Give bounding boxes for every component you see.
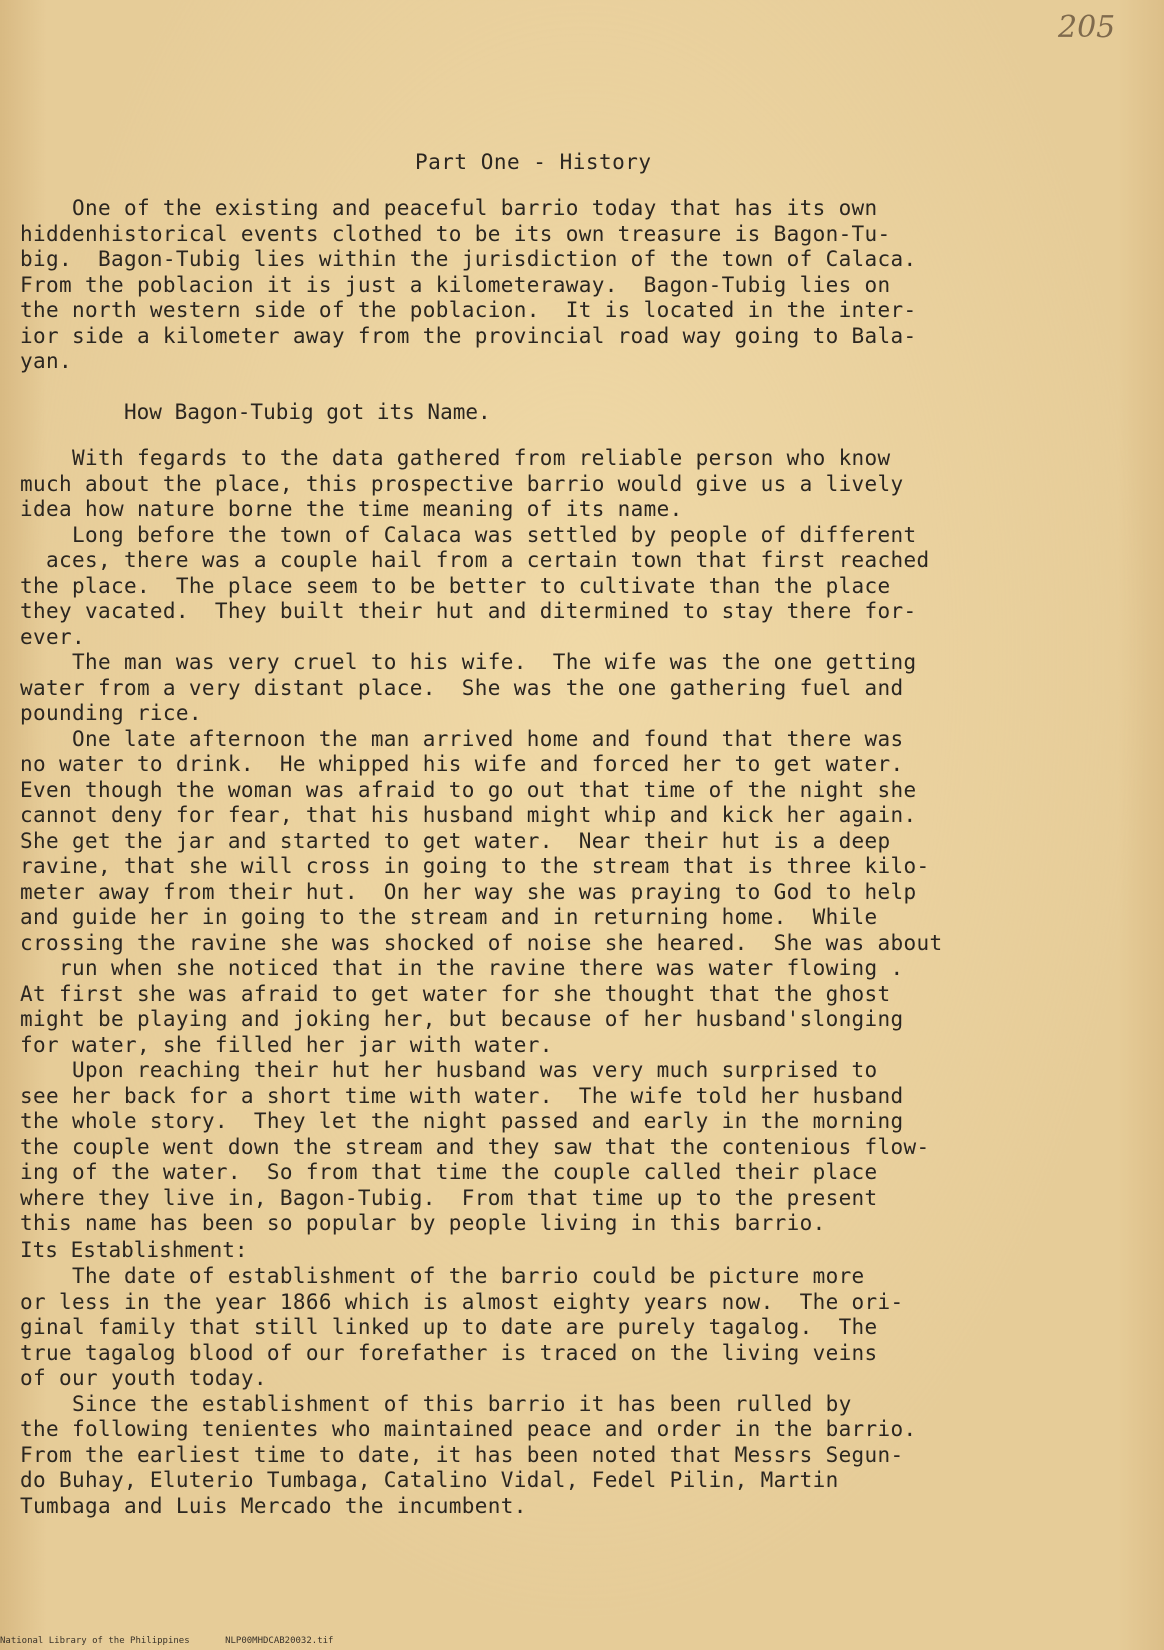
text-line: much about the place, this prospective barrio would give us a lively (20, 471, 904, 496)
text-line: for water, she filled her jar with water. (20, 1032, 553, 1057)
text-line: aces, there was a couple hail from a certain town that first reached (20, 548, 930, 572)
text-line: One of the existing and peaceful barrio today that has its own (20, 196, 878, 220)
text-line: cannot deny for fear, that his husband might whip and kick her again. (20, 803, 917, 827)
text-line: and guide her in going to the stream and in returning home. While (20, 905, 878, 929)
footer-library: National Library of the Philippines (0, 1636, 190, 1646)
text-line: true tagalog blood of our forefather is traced on the living veins (20, 1340, 878, 1365)
text-line: The man was very cruel to his wife. The wife was the one getting (20, 650, 917, 674)
text-line: hiddenhistorical events clothed to be its own treasure is Bagon-Tu- (20, 221, 891, 246)
text-line: ravine, that she will cross in going to the stream that is three kilo- (20, 854, 930, 878)
text-line: of our youth today. (20, 1366, 267, 1390)
text-line: idea how nature borne the time meaning of its name. (20, 497, 683, 521)
page-number: 205 (1058, 10, 1116, 45)
text-line: Upon reaching their hut her husband was very much surprised to (20, 1058, 878, 1082)
text-line: they vacated. They built their hut and ditermined to stay there for- (20, 599, 917, 623)
archive-footer (0, 1636, 363, 1646)
text-line: The date of establishment of the barrio could be picture more (20, 1264, 865, 1288)
text-line: the following tenientes who maintained peace and order in the barrio. (20, 1417, 917, 1441)
text-line: the couple went down the stream and they saw that the contenious flow- (20, 1134, 930, 1159)
text-line: yan. (20, 349, 72, 373)
text-line: ior side a kilometer away from the provincial road way going to Bala- (20, 323, 917, 348)
section-heading-name: How Bagon-Tubig got its Name. (124, 400, 491, 424)
text-line: the north western side of the poblacion. It is located in the inter- (20, 298, 917, 322)
text-line: ginal family that still linked up to date are purely tagalog. The (20, 1315, 878, 1339)
section-establishment-body (20, 1264, 1140, 1519)
text-line: run when she noticed that in the ravine there was water flowing . (20, 956, 904, 980)
text-line: pounding rice. (20, 701, 202, 725)
text-line: this name has been so popular by people living in this barrio. (20, 1211, 826, 1235)
text-line: do Buhay, Eluterio Tumbaga, Catalino Vidal, Fedel Pilin, Martin (20, 1468, 839, 1492)
intro-paragraph (20, 196, 1140, 375)
text-line: crossing the ravine she was shocked of noise she heared. She was about (20, 930, 943, 955)
text-line: From the earliest time to date, it has been noted that Messrs Segun- (20, 1442, 904, 1467)
text-line: With fegards to the data gathered from reliable person who know (20, 446, 891, 470)
text-line: Long before the town of Calaca was settled by people of different (20, 522, 917, 547)
text-line: might be playing and joking her, but because of her husband'slonging (20, 1007, 904, 1031)
text-line: One late afternoon the man arrived home and found that there was (20, 726, 904, 751)
text-line: meter away from their hut. On her way she was praying to God to help (20, 879, 917, 904)
text-line: ing of the water. So from that time the couple called their place (20, 1160, 878, 1184)
text-line: water from a very distant place. She was the one gathering fuel and (20, 675, 904, 700)
page-title: Part One - History (415, 150, 652, 174)
text-line: From the poblacion it is just a kilometeraway. Bagon-Tubig lies on (20, 272, 891, 297)
text-line: Even though the woman was afraid to go out that time of the night she (20, 777, 917, 802)
footer-file: NLP00MHDCAB20032.tif (225, 1636, 334, 1646)
text-line: Since the establishment of this barrio it has been rulled by (20, 1391, 852, 1416)
section-heading-establishment: Its Establishment: (20, 1238, 248, 1262)
section-name-body (20, 446, 1140, 1237)
text-line: Tumbaga and Luis Mercado the incumbent. (20, 1493, 527, 1518)
text-line: ever. (20, 624, 85, 649)
text-line: At first she was afraid to get water for she thought that the ghost (20, 981, 891, 1006)
text-line: where they live in, Bagon-Tubig. From that time up to the present (20, 1185, 878, 1210)
text-line: She get the jar and started to get water. Near their hut is a deep (20, 828, 891, 853)
text-line: the place. The place seem to be better to cultivate than the place (20, 573, 891, 598)
text-line: big. Bagon-Tubig lies within the jurisdiction of the town of Calaca. (20, 247, 917, 271)
text-line: see her back for a short time with water. The wife told her husband (20, 1083, 904, 1108)
text-line: or less in the year 1866 which is almost eighty years now. The ori- (20, 1289, 904, 1314)
text-line: no water to drink. He whipped his wife and forced her to get water. (20, 752, 904, 776)
text-line: the whole story. They let the night passed and early in the morning (20, 1109, 904, 1133)
